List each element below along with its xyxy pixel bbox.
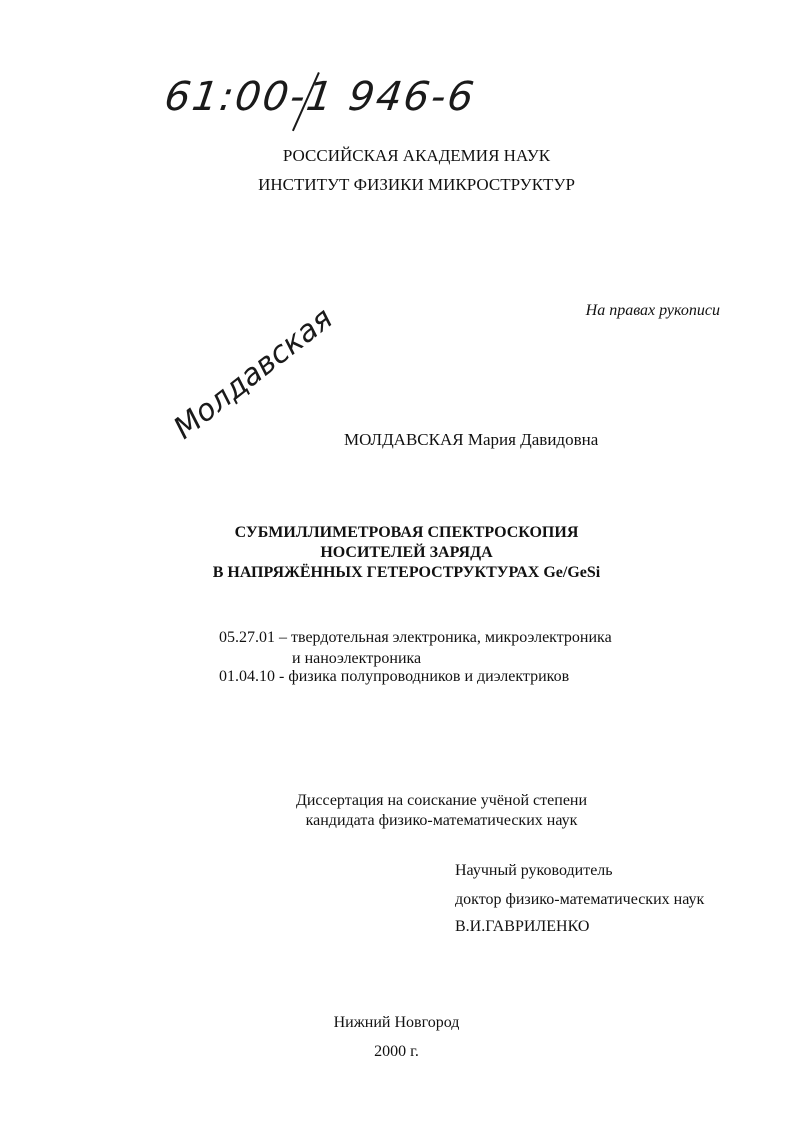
supervisor-degree: доктор физико-математических наук: [455, 891, 705, 908]
handwritten-signature: Молдавская: [167, 300, 340, 447]
dissertation-title-line-3: В НАПРЯЖЁННЫХ ГЕТЕРОСТРУКТУРАХ Ge/GeSi: [212, 564, 601, 581]
specialty-code-2: 01.04.10 - физика полупроводников и диэлектриков: [219, 668, 570, 685]
academy-name: РОССИЙСКАЯ АКАДЕМИЯ НАУК: [282, 146, 551, 165]
year: 2000 г.: [374, 1043, 419, 1060]
degree-statement-line-2: кандидата физико-математических наук: [305, 812, 578, 829]
supervisor-name: В.И.ГАВРИЛЕНКО: [455, 918, 590, 935]
dissertation-title-line-1: СУБМИЛЛИМЕТРОВАЯ СПЕКТРОСКОПИЯ: [234, 524, 579, 541]
supervisor-role: Научный руководитель: [455, 862, 613, 879]
degree-statement-line-1: Диссертация на соискание учёной степени: [295, 792, 588, 809]
handwritten-shelfmark: 61:00-1 946-6: [161, 74, 479, 120]
author-name: МОЛДАВСКАЯ Мария Давидовна: [344, 430, 599, 449]
city: Нижний Новгород: [333, 1014, 460, 1031]
rights-note: На правах рукописи: [585, 302, 720, 319]
dissertation-title-line-2: НОСИТЕЛЕЙ ЗАРЯДА: [320, 544, 493, 561]
specialty-code-1-continued: и наноэлектроника: [292, 650, 422, 667]
specialty-code-1: 05.27.01 – твердотельная электроника, микроэлектроника: [219, 629, 612, 646]
institute-name: ИНСТИТУТ ФИЗИКИ МИКРОСТРУКТУР: [258, 175, 575, 194]
